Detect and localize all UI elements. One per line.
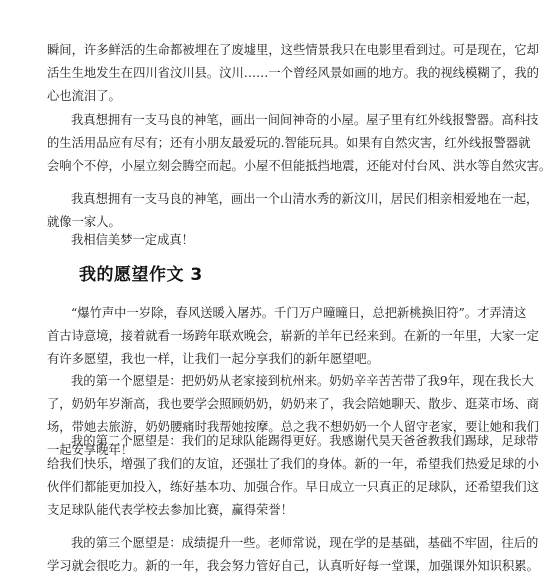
paragraph: [0, 109, 551, 178]
text-line: 我真想拥有一支马良的神笔，画出一间间神奇的小屋。屋子里有红外线报警器。高科技: [71, 113, 539, 127]
text-line: 有许多愿望，我也一样，让我们一起分享我们的新年愿望吧。: [47, 352, 380, 366]
text-line: 瞬间，许多鲜活的生命都被埋在了废墟里，这些情景我只在电影里看到过。可是现在，它却: [47, 43, 539, 57]
text-line: 场，带她去旅游，奶奶腰痛时我帮她按摩。总之我不想奶奶一个人留守老家，要让她和我们: [47, 420, 539, 434]
text-line: 就像一家人。: [47, 215, 121, 229]
paragraph: [0, 229, 500, 252]
paragraph: [0, 302, 539, 371]
text-line: 会响个不停，小屋立刻会腾空而起。小屋不但能抵挡地震，还能对付台风、洪水等自然灾害。: [47, 159, 551, 173]
text-line: 的生活用品应有尽有；还有小朋友最爱玩的.智能玩具。如果有自然灾害，红外线报警器就: [47, 136, 531, 150]
paragraph: [0, 39, 539, 108]
text-line: 我的第一个愿望是：把奶奶从老家接到杭州来。奶奶辛辛苦苦带了我9年，现在我长大: [71, 374, 534, 388]
text-line: 了，奶奶年岁渐高，我也要学会照顾奶奶，奶奶来了，我会陪她聊天、散步、逛菜市场、商: [47, 397, 539, 411]
paragraph: [0, 532, 539, 578]
paragraph: [0, 430, 539, 522]
text-line: 一起安享晚年！: [47, 443, 134, 457]
text-line: 给我们快乐，增强了我们的友谊，还强壮了我们的身体。新的一年，希望我们热爱足球的小: [47, 457, 539, 471]
text-line: 心也流泪了。: [47, 89, 121, 103]
text-line: 我相信美梦一定成真！: [71, 233, 194, 247]
text-line: 我的第三个愿望是：成绩提升一些。老师常说，现在学的是基础，基础不牢固，往后的: [71, 536, 539, 550]
section-heading: 我的愿望作文 3: [79, 265, 203, 285]
paragraph: [0, 188, 539, 234]
text-line: 支足球队能代表学校去参加比赛，赢得荣誉！: [47, 503, 293, 517]
text-line: 活生生地发生在四川省汶川县。汶川……一个曾经风景如画的地方。我的视线模糊了，我的: [47, 66, 539, 80]
text-line: 我的第二个愿望是：我们的足球队能踢得更好。我感谢代昊天爸爸教我们踢球，足球带: [71, 434, 539, 448]
text-line: 学习就会很吃力。新的一年，我会努力管好自己，认真听好每一堂课，加强课外知识积累。: [47, 559, 539, 573]
text-line: 首古诗意境，接着就看一场跨年联欢晚会，崭新的羊年已经来到。在新的一年里，大家一定: [47, 329, 539, 343]
text-line: 伙伴们都能更加投入，练好基本功、加强合作。早日成立一只真正的足球队，还希望我们这: [47, 480, 539, 494]
text-line: 我真想拥有一支马良的神笔，画出一个山清水秀的新汶川，居民们相亲相爱地在一起，: [71, 192, 539, 206]
text-line: “爆竹声中一岁除，春风送暖入屠苏。千门万户曈曈日，总把新桃换旧符”。才弄清这: [71, 306, 527, 320]
